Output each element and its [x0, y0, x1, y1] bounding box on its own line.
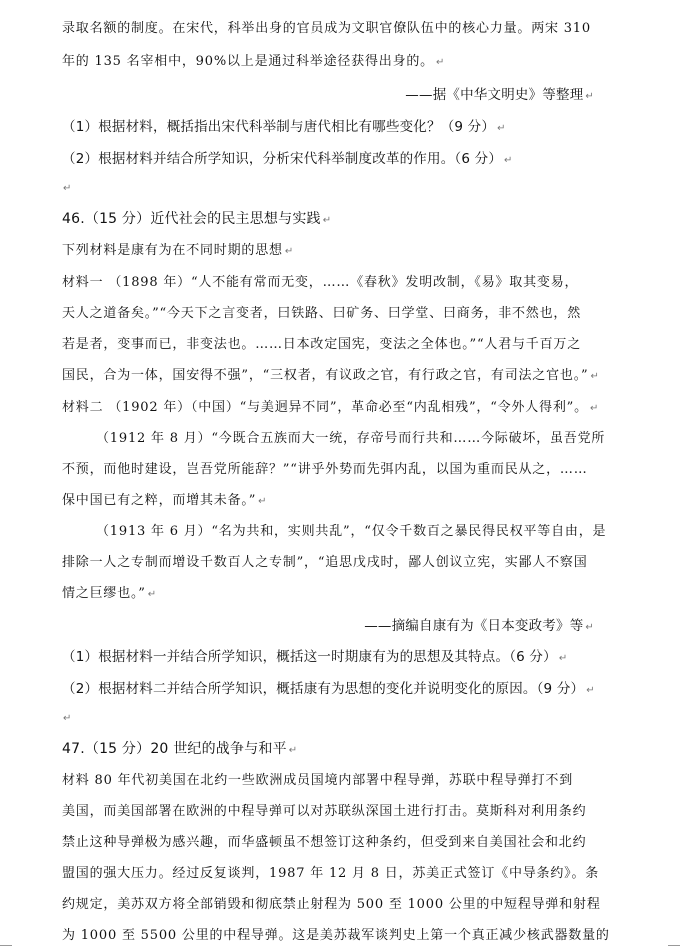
page-corner-right — [668, 945, 680, 950]
paragraph-mark-icon: ↵ — [585, 622, 594, 633]
paragraph-mark-icon: ↵ — [504, 155, 513, 166]
paragraph-mark-icon: ↵ — [497, 123, 506, 134]
material-2-line-6: 排除一人之专制而增设千数百人之专制”，“追思戊戌时，鄙人创议立宪，实鄙人不察国 — [62, 555, 588, 570]
question-47-heading: 47.（15 分）20 世纪的战争与和平 ↵ — [62, 741, 298, 757]
question-46-2: （2）根据材料二并结合所学知识，概括康有为思想的变化并说明变化的原因。（9 分） ↵ — [62, 681, 595, 697]
material-1-line-4: 国民，合为一体，国安得不强”，“三权者，有议政之官，有行政之官，有司法之官也。” ↵ — [62, 368, 600, 383]
material-47-line-2: 美国，而美国部署在欧洲的中程导弹可以对苏联纵深国土进行打击。莫斯科对利用条约 — [62, 804, 587, 819]
paragraph-mark-icon: ↵ — [322, 215, 332, 226]
text-line-1: 录取名额的制度。在宋代，科举出身的官员成为文职官僚队伍中的核心力量。两宋 310 — [62, 21, 591, 36]
blank-paragraph-mark-icon: ↵ — [63, 183, 72, 194]
source-citation-1: ——据《中华文明史》等整理 ↵ — [405, 87, 594, 103]
page-corner-left — [0, 945, 12, 950]
material-2-line-4: 保中国已有之粹，而增其未备。” ↵ — [62, 493, 268, 508]
material-2-line-3: 不预，而他时建设，岂吾党所能辞？”“讲乎外势而先弭内乱，以国为重而民从之，…… — [62, 462, 588, 477]
material-47-line-5: 约规定，美苏双方将全部销毁和彻底禁止射程为 500 至 1000 公里的中短程导弹和射程 — [62, 897, 601, 912]
material-47-line-3: 禁止这种导弹极为感兴趣，而华盛顿虽不想签订这种条约，但受到来自美国社会和北约 — [62, 835, 587, 850]
material-1-line-2: 天人之道备矣。”“今天下之言变者，曰铁路、曰矿务、曰学堂、曰商务，非不然也，然 — [62, 306, 581, 321]
question-46-heading: 46.（15 分）近代社会的民主思想与实践 ↵ — [62, 211, 332, 227]
paragraph-mark-icon: ↵ — [284, 246, 294, 257]
material-2-line-2: （1912 年 8 月）“今既合五族而大一统，存帝号而行共和……今际破坏，虽吾党所 — [96, 431, 606, 446]
material-1-line-3: 若是者，变事而已，非变法也。……日本改定国宪，变法之全体也。”“人君与千百万之 — [62, 337, 581, 352]
paragraph-mark-icon: ↵ — [258, 496, 268, 507]
paragraph-mark-icon: ↵ — [288, 745, 298, 756]
material-2-line-7: 情之巨缪也。” ↵ — [62, 586, 157, 601]
blank-paragraph-mark-icon: ↵ — [63, 713, 72, 724]
material-47-line-6: 为 1000 至 5500 公里的中程导弹。这是美苏裁军谈判史上第一个真正减少核武器数量的 — [62, 928, 610, 943]
paragraph-mark-icon: ↵ — [147, 589, 157, 600]
material-2-line-1: 材料二 （1902 年）（中国）“与美迥异不同”，革命必至“内乱相残”，“令外人得利”。 ↵ — [62, 400, 600, 415]
material-2-line-5: （1913 年 6 月）“名为共和，实则共乱”，“仅令千数百之暴民得民权平等自由，是 — [96, 524, 607, 539]
paragraph-mark-icon: ↵ — [435, 57, 446, 68]
material-47-line-1: 材料 80 年代初美国在北约一些欧洲成员国境内部署中程导弹，苏联中程导弹打不到 — [62, 773, 574, 788]
question-1-2: （2）根据材料并结合所学知识，分析宋代科举制度改革的作用。（6 分） ↵ — [62, 151, 513, 167]
question-46-1: （1）根据材料一并结合所学知识，概括这一时期康有为的思想及其特点。（6 分） ↵ — [62, 649, 568, 665]
paragraph-mark-icon: ↵ — [585, 91, 594, 102]
material-47-line-4: 盟国的强大压力。经过反复谈判，1987 年 12 月 8 日，苏美正式签订《中导条约》。条 — [62, 866, 600, 881]
question-1-1: （1）根据材料，概括指出宋代科举制与唐代相比有哪些变化？（9 分） ↵ — [62, 119, 506, 135]
text-line-intro: 下列材料是康有为在不同时期的思想 ↵ — [62, 243, 294, 258]
paragraph-mark-icon: ↵ — [589, 403, 600, 414]
material-1-line-1: 材料一 （1898 年）“人不能有常而无变，……《春秋》发明改制，《易》取其变易， — [62, 275, 579, 290]
source-citation-2: ——摘编自康有为《日本变政考》等 ↵ — [364, 618, 594, 634]
paragraph-mark-icon: ↵ — [590, 371, 600, 382]
paragraph-mark-icon: ↵ — [586, 685, 595, 696]
paragraph-mark-icon: ↵ — [558, 653, 568, 664]
text-line-2: 年的 135 名宰相中，90%以上是通过科举途径获得出身的。 ↵ — [62, 54, 446, 69]
